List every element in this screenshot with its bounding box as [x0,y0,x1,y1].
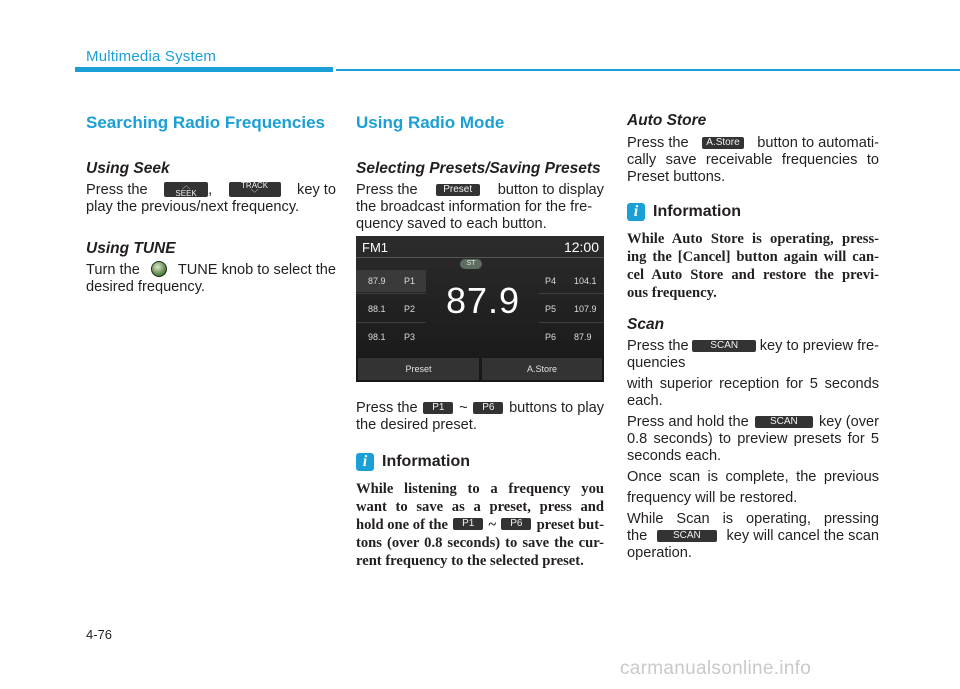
screen-astore-button: A.Store [482,358,602,380]
presets-line3: quency saved to each button. [356,216,547,232]
preset-num: P4 [545,276,557,286]
info-line-post: preset but- [536,517,604,533]
presets-text-pre: Press the [356,182,418,198]
info-line: rent frequency to the selected preset. [356,553,584,569]
screen-preset-p1 [356,270,426,292]
section-header-title: Multimedia System [86,48,217,65]
subheading-using-tune: Using TUNE [86,240,176,257]
tune-text-post: TUNE knob to select the [177,262,336,278]
preset-freq: 107.9 [574,304,597,314]
info-line: tons (over 0.8 seconds) to save the cur- [356,535,604,551]
chevron-down-icon: ﹀ [250,189,259,198]
scan-p3-line3: seconds each. [627,448,722,464]
play-tilde: ~ [459,400,468,416]
preset-num: P5 [545,304,557,314]
info-line: ous frequency. [627,285,717,301]
info-line: cel Auto Store and restore the previ- [627,267,879,283]
autostore-line3: Preset buttons. [627,169,726,185]
scan-p3-pre: Press and hold the [627,414,749,430]
heading-searching-radio-frequencies: Searching Radio Frequencies [86,113,326,132]
header-divider-line [336,69,960,71]
info-title: Information [382,453,470,470]
preset-freq: 87.9 [574,332,592,342]
scan-p2-line1: with superior reception for 5 seconds [627,376,879,392]
seek-text-pre: Press the [86,182,148,198]
p6-key: P6 [473,402,503,414]
screen-preset-p2 [356,298,426,320]
scan-key: SCAN [657,530,717,542]
tune-text-pre: Turn the [86,262,140,278]
preset-freq: 87.9 [368,276,386,286]
subheading-using-seek: Using Seek [86,160,170,177]
presets-text-post: button to display [497,182,604,198]
preset-separator [539,322,604,323]
seek-key [164,182,208,197]
screen-preset-button: Preset [358,358,479,380]
play-text-pre: Press the [356,400,418,416]
screen-preset-p5 [539,298,604,320]
seek-paragraph [86,182,336,216]
info-line: ing the [Cancel] button again will can- [627,249,879,265]
chevron-up-icon: ︿ [182,180,191,190]
info-icon: i [356,453,374,471]
preset-num: P1 [404,276,416,286]
screen-clock: 12:00 [563,239,599,255]
scan-p1-post: key to preview fre- [759,338,879,354]
screen-frequency: 87.9 [446,280,521,321]
preset-freq: 88.1 [368,304,386,314]
autostore-text-post: button to automati- [757,135,879,151]
seek-key-label: SEEK [175,188,197,198]
presets-paragraph [356,182,604,233]
scan-p3-line2: 0.8 seconds) to preview presets for 5 [627,431,879,447]
preset-freq: 104.1 [574,276,597,286]
screen-stereo-badge: ST [460,259,482,269]
presets-line2: the broadcast information for the fre- [356,199,593,215]
seek-line2: play the previous/next frequency. [86,199,300,215]
scan-paragraph [627,338,879,562]
preset-num: P2 [404,304,416,314]
scan-key: SCAN [692,340,756,352]
scan-p2-line2: each. [627,393,663,409]
scan-key: SCAN [755,416,813,428]
info-line: While Auto Store is operating, press- [627,231,879,247]
info-box-presets [356,453,470,471]
autostore-paragraph [627,135,879,186]
screen-preset-p3 [356,326,426,348]
info-presets-text [356,480,604,570]
info-tilde: ~ [488,517,497,533]
screen-preset-p6 [539,326,604,348]
screen-band: FM1 [362,240,388,255]
autostore-text-pre: Press the [627,135,689,151]
scan-p4-line1: Once scan is complete, the previous [627,469,879,485]
watermark: carmanualsonline.info [620,658,812,679]
subheading-auto-store: Auto Store [627,112,707,129]
p1-key: P1 [423,402,453,414]
subheading-selecting-presets: Selecting Presets/Saving Presets [356,160,601,177]
seek-comma: , [208,182,213,198]
autostore-line2: cally save receivable frequencies to [627,152,879,168]
scan-p1-line2: quencies [627,355,686,371]
radio-screen-image [356,236,604,382]
scan-p1-pre: Press the [627,338,689,354]
info-line: want to save as a preset, press and [356,499,604,515]
p6-key: P6 [501,518,531,530]
scan-p5-line3: operation. [627,545,692,561]
play-preset-paragraph [356,400,604,434]
tune-line2: desired frequency. [86,279,205,295]
info-autostore-text [627,230,879,302]
screen-top-divider [356,257,604,258]
info-box-autostore [627,203,741,221]
info-line-pre: hold one of the [356,517,449,533]
preset-separator [539,293,604,294]
info-icon: i [627,203,645,221]
info-title: Information [653,203,741,220]
scan-p4-line2: frequency will be restored. [627,490,798,506]
info-line: While listening to a frequency you [356,481,604,497]
track-key-label: TRACK [241,181,269,190]
scan-p5-post: key will cancel the scan [726,528,879,544]
scan-p5-pre: the [627,528,648,544]
p1-key: P1 [453,518,483,530]
preset-separator [356,293,426,294]
preset-separator [356,322,426,323]
scan-p3-post: key (over [818,414,879,430]
screen-preset-p4 [539,270,604,292]
tune-knob-icon [151,261,167,277]
heading-using-radio-mode: Using Radio Mode [356,113,505,132]
play-text-post: buttons to play [509,400,604,416]
subheading-scan: Scan [627,316,665,333]
preset-num: P6 [545,332,557,342]
preset-key: Preset [436,184,480,196]
tune-paragraph [86,262,336,296]
seek-text-post: key to [297,182,336,198]
preset-freq: 98.1 [368,332,386,342]
header-accent-bar [75,67,333,72]
track-key [229,182,281,197]
astore-key: A.Store [702,137,744,149]
play-line2: the desired preset. [356,417,477,433]
scan-p5-line1: While Scan is operating, pressing [627,511,879,527]
page-number: 4-76 [86,627,113,642]
preset-num: P3 [404,332,416,342]
